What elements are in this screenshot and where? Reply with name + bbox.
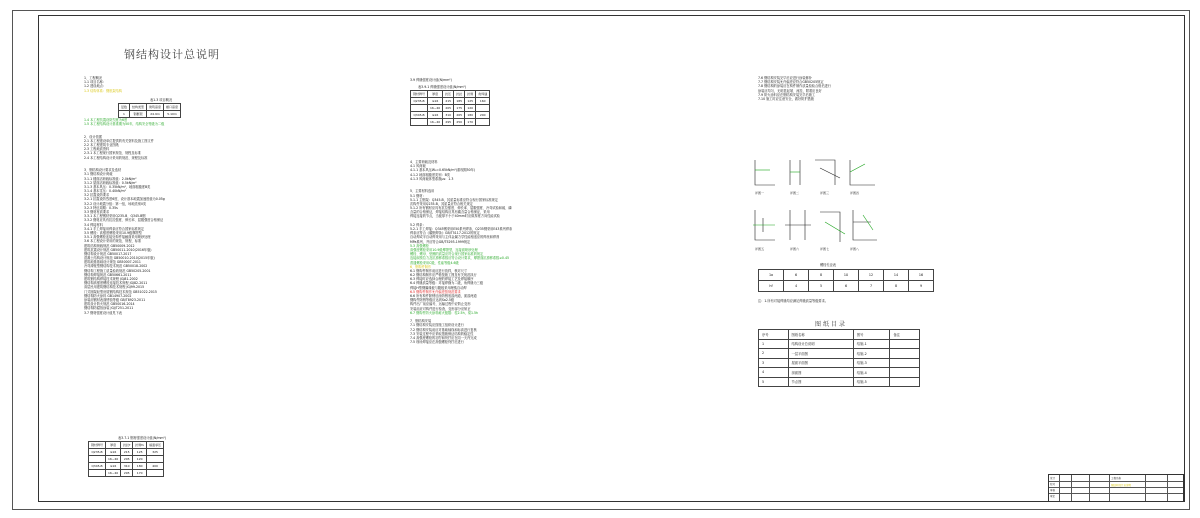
note-line: 钢结构设计规范 GB50017-2017 <box>84 251 132 256</box>
note-line: 建筑抗震设计规范 GB50011-2010(2016年版) <box>84 247 152 252</box>
note-line: 3.1.4 基本雪压：0.40kN/m² <box>84 189 126 194</box>
note-line: 3.1.1 楼面活荷载标准值：2.0kN/m² <box>84 176 137 181</box>
table-cell: 4 <box>759 368 789 378</box>
table-cell <box>890 358 920 368</box>
note-line: 6.5 钢构件制作允许偏差按规范要求 <box>410 289 461 294</box>
table-cell: 310 <box>121 463 133 470</box>
note-line: 高层民用建筑钢结构技术规程 JGJ99-2015 <box>84 285 145 290</box>
table-cell: 4 <box>784 281 809 292</box>
note-line: 3.4 焊接材料 <box>84 222 103 227</box>
note-line: 涂装应均匀，无明显起皱、流挂，附着应良好 <box>758 88 822 93</box>
table-cell: 200 <box>476 112 490 119</box>
title-block-row-label: 校对 <box>1050 483 1056 486</box>
table-row <box>411 98 490 105</box>
table-header-cell: 结构类型 <box>130 104 147 111</box>
note-line: 7.3 安装过程中应采取措施保证结构的稳定性 <box>410 331 474 336</box>
table-cell: 1 <box>759 339 789 349</box>
table-cell: 16~40 <box>428 105 443 112</box>
note-line: 建筑钢结构焊接技术规程 JGJ81-2002 <box>84 277 138 281</box>
table-row <box>759 349 920 359</box>
note-line: 3.2 抗震设防要求 <box>84 193 110 198</box>
table-row <box>89 470 164 477</box>
table-cell: 185 <box>454 98 465 105</box>
table-cell: 180 <box>465 112 476 119</box>
table-cell: 180 <box>133 463 147 470</box>
note-line: 钢结构防火涂料 GB14907-2002 <box>84 293 132 298</box>
note-line: 连接副预拉力及抗滑移系数应符合设计要求，摩擦面抗滑移系数≥0.45 <box>410 256 510 261</box>
table-cell: 7 <box>859 281 884 292</box>
table-cell <box>89 456 106 463</box>
note-line: 3.2.2 设计地震分组：第一组，场地类别II类 <box>84 201 147 206</box>
note-line: 5.1 钢材： <box>410 193 426 198</box>
title-block <box>1048 474 1184 502</box>
table-cell: ≤16 <box>106 463 121 470</box>
note-line: 3.3 钢材材质要求 <box>84 210 110 214</box>
note-line: 2.3 工程地质资料 <box>84 147 110 152</box>
note-line: 6、钢构件制作 <box>410 264 432 269</box>
table-cell: 结构设计总说明 <box>788 339 853 349</box>
table-row <box>759 368 920 378</box>
holes-note: 注：1.所有对接焊缝均应满足焊缝质量等级要求。 <box>758 299 828 303</box>
table-header-cell: 抗剪 <box>465 91 476 98</box>
svg-text:详图八: 详图八 <box>850 247 860 251</box>
table-cell: 节点图 <box>788 377 853 387</box>
table-cell <box>476 119 490 126</box>
table-cell: 结施-4 <box>853 368 890 378</box>
drawing-index-title: 图纸目录 <box>815 321 848 328</box>
steel-strength-table <box>88 441 164 477</box>
note-line: 混凝土结构设计规范 GB50010-2010(2015年版) <box>84 256 155 261</box>
note-line: 4.1 风荷载 <box>410 164 426 169</box>
drawing-index-table <box>758 329 920 387</box>
drawing-border <box>38 15 1185 502</box>
table-header-cell: 层数 <box>119 104 130 111</box>
note-line: 3.4.1 手工焊接用焊条应符合国家标准规定 <box>84 226 145 231</box>
table-header-cell: 抗压 <box>443 91 454 98</box>
note-line: 5.3 高强螺栓 <box>410 243 429 248</box>
note-line: 2、设计依据 <box>84 134 102 139</box>
table-cell: 295 <box>121 470 133 477</box>
note-line: 次构件采用Q235-B，其质量应符合相关规定 <box>410 201 473 206</box>
table-cell: 剖面图 <box>788 368 853 378</box>
table-header-cell: 角焊缝 <box>476 91 490 98</box>
table-cell: 8 <box>809 270 834 281</box>
table-header-cell: 抗拉 <box>454 91 465 98</box>
notes-column-2 <box>410 160 512 344</box>
title-block-row-label: 设计 <box>1050 477 1056 480</box>
table-row <box>89 456 164 463</box>
svg-text:详图二: 详图二 <box>790 191 800 195</box>
note-line: MPa系列，并应符合GB/T5293-1999规定 <box>410 239 471 244</box>
note-line: 5.1.2 所有钢材应具有抗拉强度、伸长率、屈服强度、冷弯试验和硫、磷 <box>410 206 512 211</box>
table-cell: 一层平面图 <box>788 349 853 359</box>
svg-text:详图四: 详图四 <box>850 191 860 195</box>
table-cell: 钢框架 <box>130 111 147 118</box>
table-cell: 结施-2 <box>853 349 890 359</box>
table-header-cell: 序号 <box>759 330 789 340</box>
note-line: 3.7 钢材强度设计值见下表 <box>84 310 122 315</box>
table-3-title: 3.9 焊缝强度设计值(N/mm²) <box>410 78 452 82</box>
note-line: 涂装前钢材表面锈蚀等级 GB/T8923-2011 <box>84 297 146 302</box>
table-row <box>759 281 934 292</box>
note-line: 1、工程概况 <box>84 76 102 80</box>
note-line: 5.2.1 手工焊接：Q345钢采用E50系列焊条，Q235钢采用E43系列焊条 <box>410 227 513 231</box>
table-cell: 120 <box>465 105 476 112</box>
note-line: 1.1 项目名称： <box>84 80 107 85</box>
project-table <box>118 103 181 118</box>
table-header-cell: 图纸名称 <box>788 330 853 340</box>
table-cell: 6 <box>834 281 859 292</box>
note-line: 7.4 高强度螺栓的初拧和终拧应在同一天内完成 <box>410 335 477 340</box>
table-header-cell: 抗拉f <box>121 442 133 449</box>
note-line: 1.5 本工程结构设计基准期为50年，结构安全等级为二级 <box>84 122 165 127</box>
document-title: 钢结构设计总说明 <box>124 48 220 61</box>
table-header-cell: 抗剪fv <box>133 442 147 449</box>
table-cell <box>147 470 164 477</box>
note-line: 冷弯薄壁型钢结构技术规范 GB50018-2002 <box>84 264 148 269</box>
note-line: 3.5 螺栓：高强度螺栓采用10.9级摩擦型 <box>84 230 142 235</box>
note-line: 6.1 钢构件制作前应进行放样，核对尺寸 <box>410 268 468 273</box>
notes-column-3 <box>758 76 831 101</box>
note-line: 高强度螺栓采用10.9级摩擦型，连接面喷砂处理 <box>410 247 478 252</box>
note-line: 2.3.1 本工程现行国家规范、规程及标准 <box>84 151 141 156</box>
table-cell: 9 <box>909 281 934 292</box>
table-cell: 325 <box>147 449 164 456</box>
table-cell: 16~40 <box>106 470 121 477</box>
note-line: 7.8 钢结构的涂装应在构件制作质量检验合格后进行 <box>758 84 832 89</box>
note-line: 6.7 钢构件防火涂料耐火极限：柱2.5h，梁1.5h <box>410 310 479 315</box>
holes-table-title: 螺栓孔径表 <box>820 263 836 267</box>
note-line: 3.1.3 基本风压：0.35kN/m²，地面粗糙度B类 <box>84 184 151 189</box>
table-cell: 125 <box>133 449 147 456</box>
note-line: 钢结构工程施工质量验收规范 GB50205-2001 <box>84 268 151 273</box>
table-cell <box>476 105 490 112</box>
weld-detail-drawings <box>745 150 895 260</box>
table-cell: Q235-B <box>411 98 428 105</box>
table-cell <box>147 456 164 463</box>
svg-text:详图一: 详图一 <box>755 191 765 195</box>
note-line: 焊条应符合《碳钢焊条》GB/T5117-2012的规定 <box>410 231 480 236</box>
note-line: 1.4 本工程抗震设防烈度为6度 <box>84 117 128 122</box>
note-line: 4、主要荷载及材料 <box>410 160 438 164</box>
note-line: 6.6 所有构件除锈后涂防锈底漆两道，面漆两道 <box>410 294 477 298</box>
note-line: 普通螺栓采用C级，性能等级4.6级 <box>410 260 459 265</box>
note-line: 钢构件除锈等级应达到Sa2.5级 <box>410 298 455 303</box>
note-line: 7.5 现场焊接应在高强螺栓终拧后进行 <box>410 340 464 345</box>
title-block-row-label: 审核 <box>1050 489 1056 492</box>
table-header-cell: 图号 <box>853 330 890 340</box>
note-line: 3.1 钢结构设计荷载 <box>84 172 113 177</box>
title-block-drawing: 钢结构设计总说明 <box>1111 484 1132 487</box>
table-header-cell: 钢材牌号 <box>411 91 428 98</box>
table-cell: 6 <box>784 270 809 281</box>
table-1-title: 表1.3 项目概况 <box>150 98 173 102</box>
note-line: 3.5.1 高强螺栓连接处构件接触面采用喷砂处理 <box>84 235 151 240</box>
note-line: 焊接H型钢翼缘板与腹板采用埋弧自动焊 <box>410 285 467 290</box>
table-cell: 10 <box>834 270 859 281</box>
table-cell: 结施-5 <box>853 377 890 387</box>
note-line: 自动焊或半自动焊采用与主体金属力学性能相适应的焊丝和焊剂 <box>410 235 500 240</box>
table-cell: 12 <box>859 270 884 281</box>
table-cell: 8 <box>884 281 909 292</box>
table-cell: ≤16 <box>428 98 443 105</box>
note-line: 安装前应对构件进行检查，变形部分应矫正 <box>410 306 471 311</box>
note-line: 5、主要材料选用 <box>410 189 435 194</box>
table-row <box>411 105 490 112</box>
table-cell: 5.10m <box>164 111 181 118</box>
table-cell: 215 <box>443 98 454 105</box>
bolt-holes-table <box>758 269 934 292</box>
title-block-row-label: 审定 <box>1050 495 1056 498</box>
table-cell: Q345-B <box>89 463 106 470</box>
table-row <box>411 119 490 126</box>
note-line: 建筑地基基础设计规范 GB50007-2011 <box>84 260 141 265</box>
table-cell: 295 <box>443 119 454 126</box>
note-line: 钢结构高强度螺栓连接技术规程 JGJ82-2011 <box>84 281 148 286</box>
table-3-subtitle: 表3.9.1 焊缝强度设计值(N/mm²) <box>418 85 467 89</box>
table-cell <box>890 368 920 378</box>
table-header-cell: 厚度 <box>428 91 443 98</box>
weld-strength-table <box>410 90 490 126</box>
table-cell: 310 <box>443 112 454 119</box>
note-line: 7、钢结构安装 <box>410 319 432 324</box>
note-line: 3.2.3 特征周期：0.35s <box>84 205 118 210</box>
svg-text:详图六: 详图六 <box>790 247 800 251</box>
table-cell: 结施-3 <box>853 358 890 368</box>
table-row <box>759 358 920 368</box>
note-line: 1.3 结构体系：钢框架结构 <box>84 88 122 93</box>
table-row <box>89 449 164 456</box>
note-line: 构件出厂前应编号，运输过程中应防止变形 <box>410 302 471 307</box>
note-line: 7.9 防火涂料应在钢结构安装完毕后施工 <box>758 92 816 97</box>
table-cell <box>89 470 106 477</box>
note-line: 2.1 本工程建设单位提供的有关资料及施工图文件 <box>84 138 154 143</box>
table-cell: 125 <box>465 98 476 105</box>
note-line: 建筑结构荷载规范 GB50009-2012 <box>84 243 135 248</box>
table-cell: 175 <box>454 105 465 112</box>
table-cell: 14 <box>884 270 909 281</box>
note-line: 5.1.1 主钢架：Q345-B，其质量标准应符合现行国家标准规定 <box>410 197 498 202</box>
note-line: 6.4 焊缝质量等级：对接焊缝为二级，角焊缝为三级 <box>410 281 484 286</box>
table-cell: 265 <box>454 112 465 119</box>
note-line: 螺栓、螺母、垫圈的质量应符合现行国家标准的规定 <box>410 252 484 257</box>
svg-text:详图七: 详图七 <box>820 247 830 251</box>
table-cell: 5 <box>759 377 789 387</box>
note-line: 3、钢结构设计要求及选材 <box>84 168 122 173</box>
table-cell: 2 <box>759 349 789 359</box>
note-line: 5.2 焊条： <box>410 222 426 227</box>
title-block-project: 工程名称 <box>1111 477 1122 480</box>
table-cell <box>890 349 920 359</box>
table-cell: 屋面平面图 <box>788 358 853 368</box>
table-row <box>759 270 934 281</box>
table-header-cell: 檐口高度 <box>164 104 181 111</box>
svg-text:详图三: 详图三 <box>820 191 830 195</box>
table-header-cell: 端面承压 <box>147 442 164 449</box>
note-line: 3.1.2 屋面活荷载标准值：0.5kN/m² <box>84 180 137 185</box>
table-header-cell: 建筑高度 <box>147 104 164 111</box>
note-line: 钢结构防腐蚀涂装 JGJ/T251-2011 <box>84 306 134 311</box>
table-cell <box>890 339 920 349</box>
note-line: 6.3 焊接时应选择合理的焊接工艺及焊接顺序 <box>410 277 474 282</box>
note-line: 焊接连接的节点，当板厚不小于40mm时应做厚度方向性能试验 <box>410 214 500 219</box>
table-cell <box>411 105 428 112</box>
table-cell: 24.9m <box>147 111 164 118</box>
table-cell: 215 <box>121 449 133 456</box>
table-cell: 170 <box>133 470 147 477</box>
table-cell: 1a <box>759 270 784 281</box>
table-cell: 250 <box>454 119 465 126</box>
table-cell: Q235-B <box>89 449 106 456</box>
note-line: 4.1.1 基本风压W₀=0.65kN/m²(重现期50年) <box>410 168 476 173</box>
table-row <box>411 112 490 119</box>
table-cell: 400 <box>147 463 164 470</box>
note-line: 3.3.2 钢材应具有抗拉强度、伸长率、屈服强度合格保证 <box>84 218 164 223</box>
note-line: 2.2 本工程建筑专业图纸 <box>84 143 119 147</box>
note-line: 7.7 钢结构安装允许偏差应符合GB50205规定 <box>758 80 824 85</box>
note-line: 2.4 本工程结构设计采用的规范、规程及标准 <box>84 155 148 160</box>
table-cell: 160 <box>476 98 490 105</box>
table-header-cell: 钢材牌号 <box>89 442 106 449</box>
table-cell: Q345-B <box>411 112 428 119</box>
note-line: 7.6 钢结构安装完毕后应进行涂装修补 <box>758 76 812 80</box>
note-line: 7.10 施工时应注意安全，做好防护措施 <box>758 96 814 101</box>
note-line: 1.2 建设地点： <box>84 84 107 89</box>
table-header-cell: 备注 <box>890 330 920 340</box>
note-line: 7.2 钢结构安装前应对基础轴线和标高进行复核 <box>410 327 477 332</box>
table-cell: 205 <box>443 105 454 112</box>
note-line: 3.2.1 抗震设防烈度6度，设计基本地震加速度值为0.05g <box>84 197 165 202</box>
table-cell: ≤16 <box>106 449 121 456</box>
table-cell <box>890 377 920 387</box>
table-cell: 16~40 <box>428 119 443 126</box>
note-line: 建筑设计防火规范 GB50016-2014 <box>84 302 135 307</box>
table-cell: 3 <box>759 358 789 368</box>
note-line: 含量的合格保证，焊接结构应具有碳含量合格保证，采用 <box>410 210 490 215</box>
table-cell: 16 <box>909 270 934 281</box>
table-cell: 120 <box>133 456 147 463</box>
table-cell: 16~40 <box>106 456 121 463</box>
table-cell <box>411 119 428 126</box>
table-cell: 170 <box>465 119 476 126</box>
note-line: 3.3.1 本工程钢材采用Q235-B、Q345-B钢 <box>84 214 146 219</box>
note-line: 4.1.3 风荷载体型系数μs：1.3 <box>410 176 454 181</box>
table-row <box>89 463 164 470</box>
note-line: 7.1 钢结构安装应按施工组织设计进行 <box>410 323 464 328</box>
table-header-cell: 厚度 <box>106 442 121 449</box>
note-line: 3.6 本工程设计采用的规范、规程、标准 <box>84 239 142 244</box>
note-line: 4.1.2 地面粗糙度类别：B类 <box>410 172 450 177</box>
table-cell: hf <box>759 281 784 292</box>
svg-text:详图五: 详图五 <box>755 247 765 251</box>
table-cell: 5 <box>809 281 834 292</box>
note-line: 门式刚架轻型房屋钢结构技术规范 GB51022-2015 <box>84 289 157 294</box>
note-line: 钢结构焊接规范 GB50661-2011 <box>84 272 132 277</box>
table-row <box>759 339 920 349</box>
table-row <box>759 377 920 387</box>
table-row <box>119 111 181 118</box>
table-cell: ≤16 <box>428 112 443 119</box>
table-2-title: 表3.7.1 钢材强度设计值(N/mm²) <box>118 436 167 440</box>
table-cell: 结施-1 <box>853 339 890 349</box>
table-cell: 205 <box>121 456 133 463</box>
table-cell: 1 <box>119 111 130 118</box>
note-line: 6.2 钢结构制作应严格按施工图及有关规范执行 <box>410 273 477 278</box>
